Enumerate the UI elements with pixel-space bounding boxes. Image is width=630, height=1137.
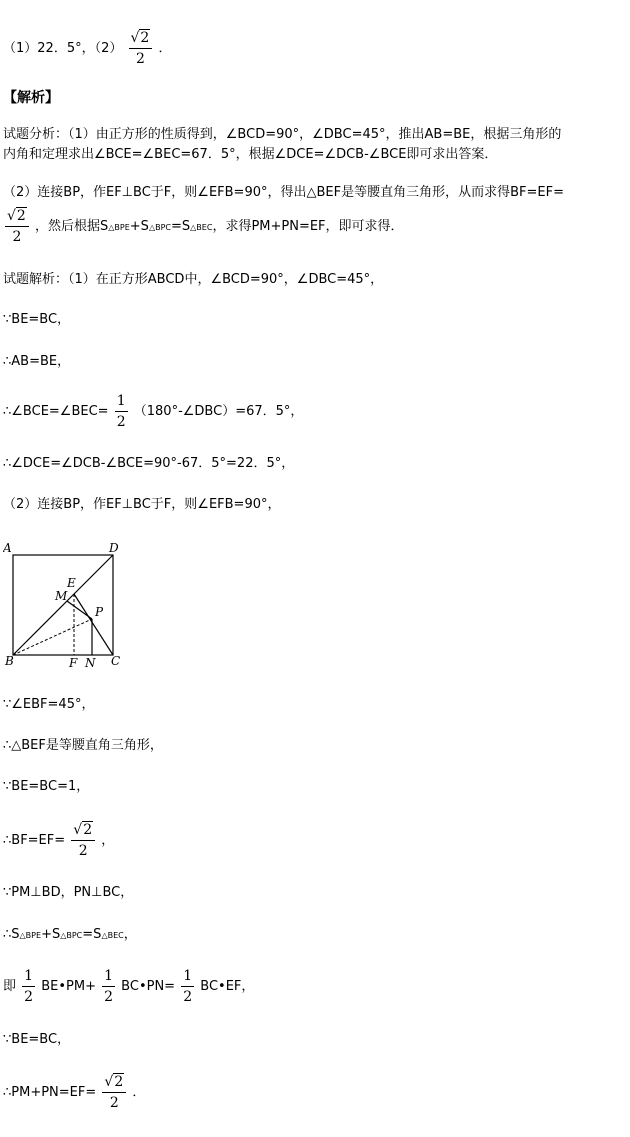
s15-denominator: 2 — [109, 1095, 119, 1111]
answer-frac-numerator: 2 — [140, 30, 150, 46]
analysis-line-3: （2）连接BP，作EF⊥BC于F，则∠EFB=90°，得出△BEF是等腰直角三角形，从而求得BF=EF= — [3, 185, 564, 200]
solution-line-2: ∵BE=BC， — [3, 312, 71, 327]
s13-pre: 即 — [3, 979, 17, 994]
solution-line-5: ∴∠DCE=∠DCB-∠BCE=90°-67．5°=22．5°， — [3, 456, 295, 471]
answer-fraction: $\frac{√2}{2}$ — [129, 28, 153, 69]
s13-mid1: BE•PM+ — [41, 979, 96, 994]
s12-b: +S — [41, 927, 61, 942]
solution-line-8: ∴△BEF是等腰直角三角形， — [3, 738, 163, 753]
s15-pre: ∴PM+PN=EF= — [3, 1085, 97, 1100]
label-b: B — [5, 654, 14, 668]
s4-fraction — [115, 391, 128, 432]
solution-line-6: （2）连接BP，作EF⊥BC于F，则∠EFB=90°， — [3, 497, 281, 512]
solution-line-3: ∴AB=BE， — [3, 354, 71, 369]
s13-n2: 1 — [102, 966, 115, 987]
s4-numerator: 1 — [115, 391, 128, 412]
s12-a: ∴S — [3, 927, 20, 942]
s12-sub-bpe: △BPE — [19, 931, 42, 940]
s10-numerator: 2 — [83, 822, 93, 838]
s10-denominator: 2 — [78, 843, 88, 859]
label-a: A — [3, 541, 12, 555]
plus-s: +S — [129, 219, 149, 234]
label-e: E — [67, 576, 76, 590]
section-title: 【解析】 — [3, 90, 59, 106]
answer-frac-denominator: 2 — [135, 51, 145, 67]
solution-line-9: ∵BE=BC=1， — [3, 779, 90, 794]
label-n: N — [85, 656, 96, 670]
label-p: P — [95, 605, 104, 619]
segment-ce — [74, 594, 113, 655]
solution-line-15 — [3, 1072, 145, 1113]
solution-line-10 — [3, 820, 114, 861]
s12-d: ， — [123, 927, 137, 942]
solution-line-7: ∵∠EBF=45°， — [3, 697, 95, 712]
s15-numerator: 2 — [114, 1074, 124, 1090]
analysis-line-1: 试题分析：（1）由正方形的性质得到，∠BCD=90°，∠DBC=45°，推出AB=BE，根据三角形的 — [3, 127, 562, 142]
s4-denominator: 2 — [116, 414, 126, 430]
label-d: D — [109, 541, 119, 555]
answer-text: （1）22．5°，（2） — [3, 41, 123, 56]
label-f: F — [69, 656, 78, 670]
analysis-frac-numerator: 2 — [16, 208, 26, 224]
solution-line-12 — [3, 926, 137, 945]
s4-post: （180°-∠DBC）=67．5°， — [133, 404, 304, 419]
s10-fraction: $\frac{√2}{2}$ — [71, 820, 95, 861]
s13-fraction-1 — [22, 966, 35, 1007]
sub-bpc: △BPC — [148, 223, 171, 232]
analysis-line-2: 内角和定理求出∠BCE=∠BEC=67．5°，根据∠DCE=∠DCB-∠BCE即可求出答案． — [3, 147, 498, 162]
s12-c: =S — [82, 927, 102, 942]
s4-pre: ∴∠BCE=∠BEC= — [3, 404, 109, 419]
segment-bp — [13, 619, 92, 655]
label-c: C — [111, 654, 121, 668]
s13-fraction-3 — [181, 966, 194, 1007]
s13-d3: 2 — [183, 989, 193, 1005]
s13-mid2: BC•PN= — [121, 979, 176, 994]
s13-n3: 1 — [181, 966, 194, 987]
solution-line-1: 试题解析：（1）在正方形ABCD中，∠BCD=90°，∠DBC=45°， — [3, 272, 384, 287]
answer-line — [3, 28, 172, 69]
analysis-tail-2: ，求得PM+PN=EF，即可求得． — [212, 219, 404, 234]
analysis-fraction: $\frac{√2}{2}$ — [5, 206, 29, 247]
s12-sub-bpc: △BPC — [60, 931, 83, 940]
analysis-line-4 — [3, 206, 404, 247]
s13-d1: 2 — [24, 989, 34, 1005]
analysis-frac-denominator: 2 — [12, 229, 22, 245]
solution-line-4 — [3, 391, 303, 432]
solution-line-11: ∵PM⊥BD，PN⊥BC， — [3, 885, 134, 900]
analysis-tail-1: ，然后根据S — [34, 219, 109, 234]
s10-post: ， — [101, 833, 115, 848]
answer-end: ． — [158, 41, 172, 56]
solution-line-14: ∵BE=BC， — [3, 1032, 71, 1047]
s15-post: ． — [132, 1085, 146, 1100]
s13-fraction-2 — [102, 966, 115, 1007]
solution-line-13 — [3, 966, 254, 1007]
s15-fraction: $\frac{√2}{2}$ — [102, 1072, 126, 1113]
sub-bpe: △BPE — [108, 223, 130, 232]
s13-post: BC•EF， — [200, 979, 255, 994]
eq-s: =S — [171, 219, 191, 234]
sub-bec: △BEC — [190, 223, 213, 232]
label-m: M — [55, 589, 68, 603]
s10-pre: ∴BF=EF= — [3, 833, 66, 848]
s13-n1: 1 — [22, 966, 35, 987]
s12-sub-bec: △BEC — [101, 931, 124, 940]
geometry-figure — [3, 538, 133, 673]
s13-d2: 2 — [104, 989, 114, 1005]
